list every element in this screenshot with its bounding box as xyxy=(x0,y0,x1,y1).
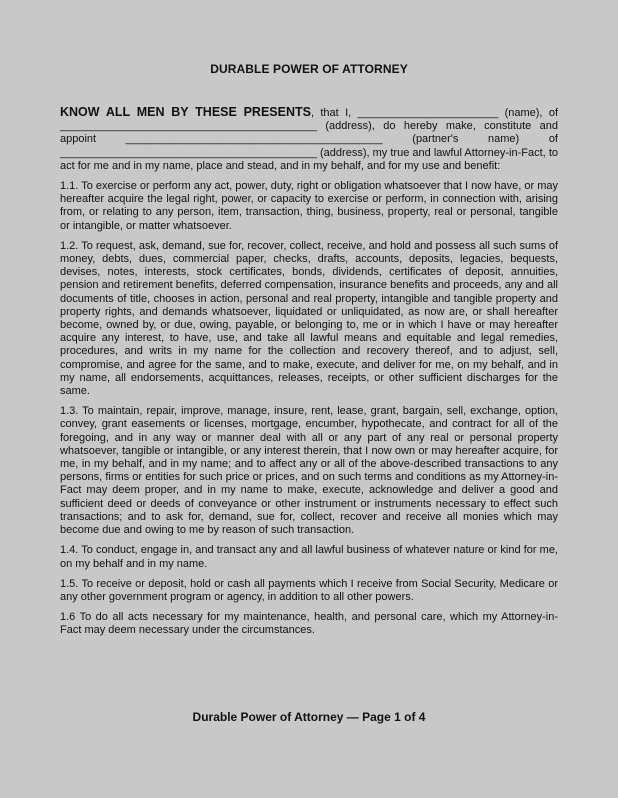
page-footer: Durable Power of Attorney — Page 1 of 4 xyxy=(192,710,426,724)
intro-lead: KNOW ALL MEN BY THESE PRESENTS xyxy=(60,105,311,119)
intro-paragraph xyxy=(60,106,558,173)
paragraph-1-5: 1.5. To receive or deposit, hold or cash all payments which I receive from Social Security, Medicare or any other government program or agency, in addition to all other powers. xyxy=(60,577,558,603)
paragraph-1-1: 1.1. To exercise or perform any act, power, duty, right or obligation whatsoever that I now have, or may hereafter acquire the legal right, power, or capacity to exercise or perform, in connection with, arising from, or relating to any person, item, transaction, thing, business, property, real or personal, tangible or intangible, or matter whatsoever. xyxy=(60,180,558,232)
intro-text: , that I, _______________________ (name), of __________________________________________ (address), do hereby make, constitute and appoint __________________________________________ (partner's name) of __________________________________________ (address), my true and lawful Attorney-in-Fact, to act for me and in my name, place and stead, and in my behalf, and for my use and benefit: xyxy=(60,107,558,172)
paragraph-1-3: 1.3. To maintain, repair, improve, manage, insure, rent, lease, grant, bargain, sell, exchange, option, convey, grant easements or licenses, mortgage, encumber, hypothecate, and contract for all of the foregoing, and in any way or manner deal with all or any part of any real or personal property whatsoever, tangible or intangible, or any interest therein, that I now own or may hereafter acquire, for me, in my behalf, and in my name; and to affect any or all of the above-described transactions to any persons, firms or entities for such price or prices, and on such terms and conditions as my Attorney-in-Fact may deem proper, and in my name to make, execute, acknowledge and deliver a good and sufficient deed or deeds of conveyance or other instrument or instruments necessary to effect such transactions; and to ask for, demand, sue for, collect, recover and receive all monies which may become due and owing to me by reason of such transaction. xyxy=(60,405,558,537)
document-body xyxy=(60,106,558,645)
paragraph-1-4: 1.4. To conduct, engage in, and transact any and all lawful business of whatever nature or kind for me, on my behalf and in my name. xyxy=(60,544,558,570)
document-title: DURABLE POWER OF ATTORNEY xyxy=(210,62,408,76)
paragraph-1-6: 1.6 To do all acts necessary for my maintenance, health, and personal care, which my Attorney-in-Fact may deem necessary under the circumstances. xyxy=(60,611,558,637)
paragraph-1-2: 1.2. To request, ask, demand, sue for, recover, collect, receive, and hold and possess all such sums of money, debts, dues, commercial paper, checks, drafts, accounts, deposits, legacies, bequests, devises, notes, interests, stock certificates, bonds, dividends, certificates of deposit, annuities, pension and retirement benefits, deferred compensation, insurance benefits and proceeds, any and all documents of title, chooses in action, personal and real property, intangible and tangible property and property rights, and demands whatsoever, liquidated or unliquidated, as now are, or shall hereafter become, owned by, or due, owing, payable, or belonging to, me or in which I have or may hereafter acquire any interest, to have, use, and take all lawful means and equitable and legal remedies, procedures, and writs in my name for the collection and recovery thereof, and to adjust, sell, compromise, and agree for the same, and to make, execute, and deliver for me, on my behalf, and in my name, all endorsements, acquittances, releases, receipts, or other sufficient discharges for the same. xyxy=(60,239,558,398)
